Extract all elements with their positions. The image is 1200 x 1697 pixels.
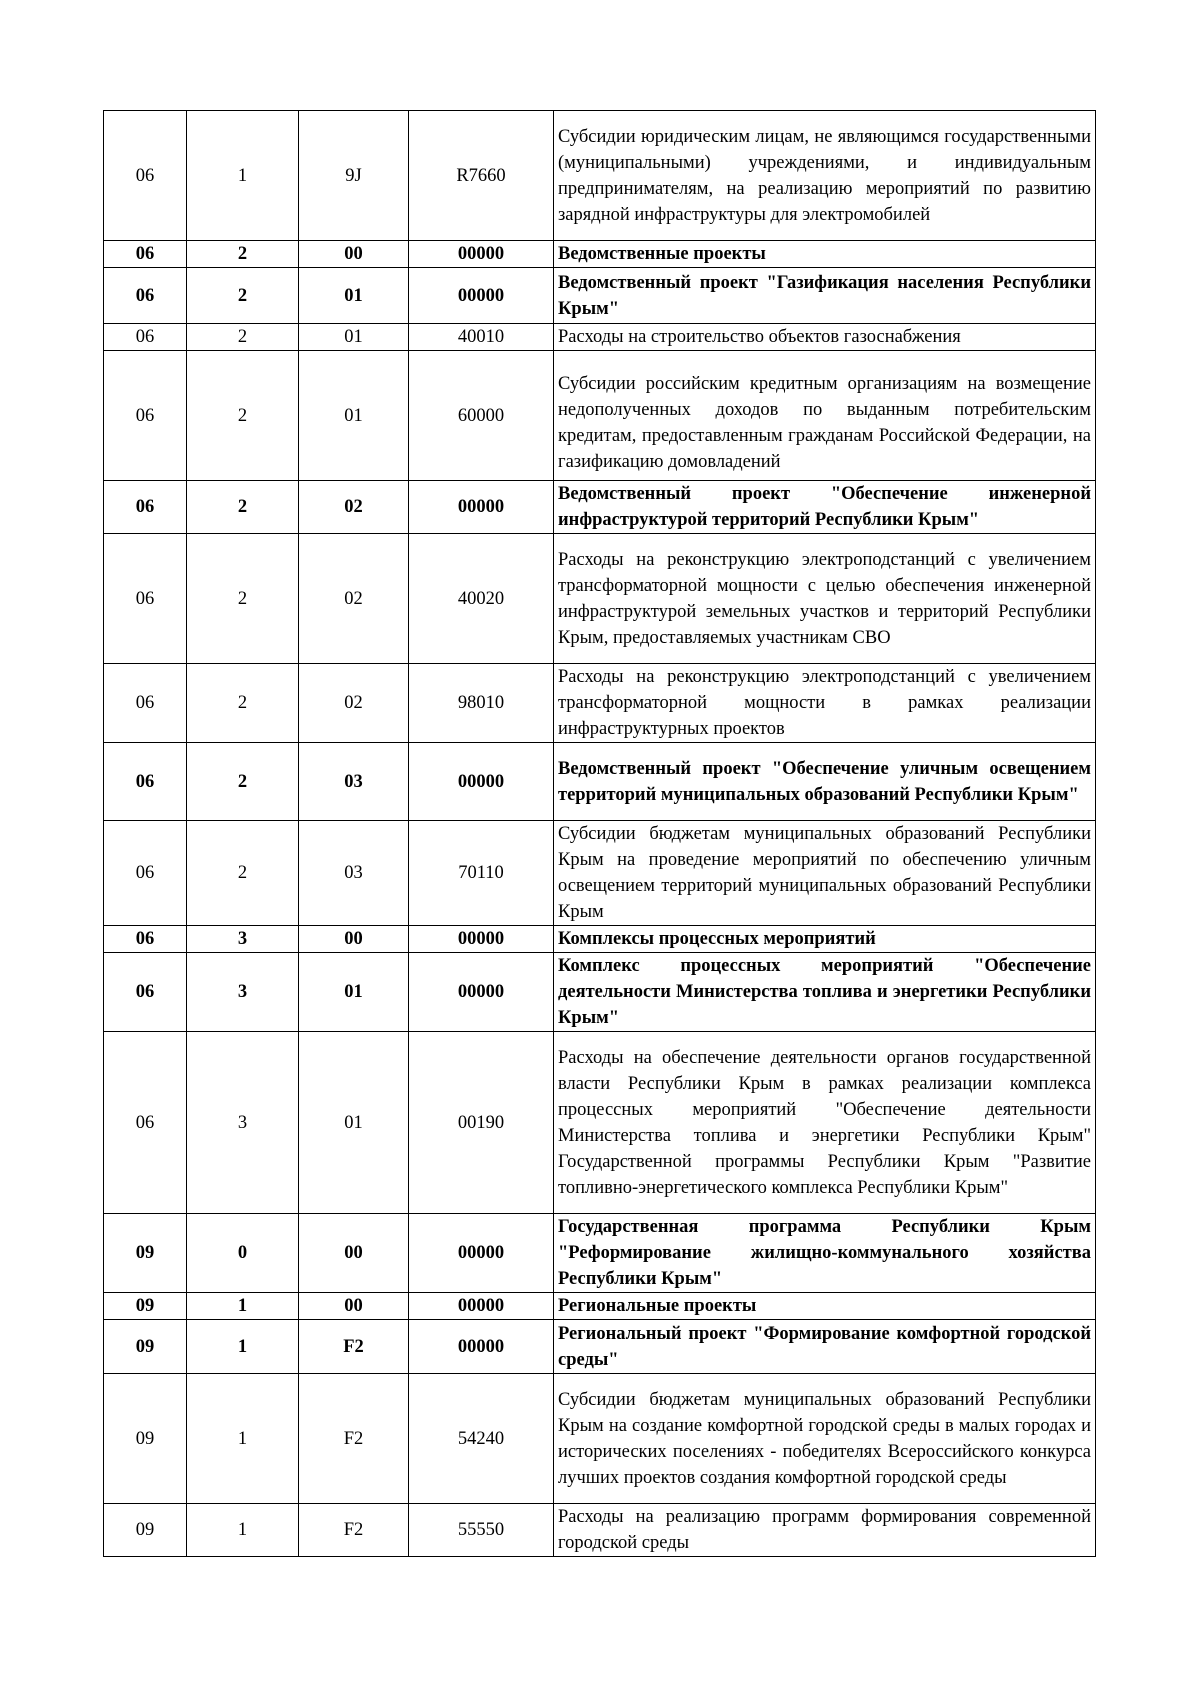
table-row bbox=[104, 534, 1096, 664]
budget-classification-table bbox=[103, 110, 1096, 1557]
table-row bbox=[104, 1032, 1096, 1214]
subprogram-code-cell: 2 bbox=[187, 241, 299, 268]
program-code-cell: 06 bbox=[104, 534, 187, 664]
direction-code-cell: 00000 bbox=[409, 743, 554, 821]
program-code-cell: 06 bbox=[104, 1032, 187, 1214]
subprogram-code-cell: 2 bbox=[187, 351, 299, 481]
project-code-cell: 03 bbox=[299, 821, 409, 926]
description-cell: Ведомственный проект "Обеспечение уличным освещением территорий муниципальных образований Республики Крым" bbox=[554, 743, 1096, 821]
table-row bbox=[104, 111, 1096, 241]
description-cell: Региональный проект "Формирование комфортной городской среды" bbox=[554, 1320, 1096, 1374]
direction-code-cell: 60000 bbox=[409, 351, 554, 481]
project-code-cell: 02 bbox=[299, 664, 409, 743]
description-cell: Расходы на реконструкцию электроподстанций с увеличением трансформаторной мощности с целью обеспечения инженерной инфраструктурой земельных участков и территорий Республики Крым, предоставляемых участникам СВО bbox=[554, 534, 1096, 664]
program-code-cell: 06 bbox=[104, 821, 187, 926]
direction-code-cell: 00000 bbox=[409, 1293, 554, 1320]
project-code-cell: 9J bbox=[299, 111, 409, 241]
description-cell: Субсидии юридическим лицам, не являющимся государственными (муниципальными) учреждениями, и индивидуальным предпринимателям, на реализацию мероприятий по развитию зарядной инфраструктуры для электромобилей bbox=[554, 111, 1096, 241]
subprogram-code-cell: 1 bbox=[187, 1320, 299, 1374]
description-cell: Субсидии бюджетам муниципальных образований Республики Крым на создание комфортной городской среды в малых городах и исторических поселениях - победителях Всероссийского конкурса лучших проектов создания комфортной городской среды bbox=[554, 1374, 1096, 1504]
program-code-cell: 09 bbox=[104, 1293, 187, 1320]
description-cell: Расходы на обеспечение деятельности органов государственной власти Республики Крым в рамках реализации комплекса процессных мероприятий "Обеспечение деятельности Министерства топлива и энергетики Республики Крым" Государственной программы Республики Крым "Развитие топливно-энергетического комплекса Республики Крым" bbox=[554, 1032, 1096, 1214]
program-code-cell: 06 bbox=[104, 241, 187, 268]
direction-code-cell: 00000 bbox=[409, 268, 554, 324]
project-code-cell: 01 bbox=[299, 351, 409, 481]
description-cell: Субсидии бюджетам муниципальных образований Республики Крым на проведение мероприятий по обеспечению уличным освещением территорий муниципальных образований Республики Крым bbox=[554, 821, 1096, 926]
table-row bbox=[104, 664, 1096, 743]
program-code-cell: 09 bbox=[104, 1374, 187, 1504]
project-code-cell: F2 bbox=[299, 1374, 409, 1504]
program-code-cell: 06 bbox=[104, 953, 187, 1032]
subprogram-code-cell: 2 bbox=[187, 268, 299, 324]
description-cell: Расходы на реконструкцию электроподстанций с увеличением трансформаторной мощности в рамках реализации инфраструктурных проектов bbox=[554, 664, 1096, 743]
subprogram-code-cell: 3 bbox=[187, 1032, 299, 1214]
subprogram-code-cell: 1 bbox=[187, 111, 299, 241]
project-code-cell: 02 bbox=[299, 481, 409, 534]
program-code-cell: 06 bbox=[104, 743, 187, 821]
table-row bbox=[104, 241, 1096, 268]
description-cell: Комплекс процессных мероприятий "Обеспечение деятельности Министерства топлива и энергетики Республики Крым" bbox=[554, 953, 1096, 1032]
program-code-cell: 06 bbox=[104, 926, 187, 953]
direction-code-cell: 55550 bbox=[409, 1504, 554, 1557]
direction-code-cell: 00190 bbox=[409, 1032, 554, 1214]
subprogram-code-cell: 2 bbox=[187, 481, 299, 534]
table-row bbox=[104, 821, 1096, 926]
subprogram-code-cell: 3 bbox=[187, 953, 299, 1032]
program-code-cell: 09 bbox=[104, 1214, 187, 1293]
table-row bbox=[104, 1214, 1096, 1293]
subprogram-code-cell: 2 bbox=[187, 534, 299, 664]
table-row bbox=[104, 743, 1096, 821]
direction-code-cell: 00000 bbox=[409, 241, 554, 268]
description-cell: Ведомственный проект "Газификация населения Республики Крым" bbox=[554, 268, 1096, 324]
subprogram-code-cell: 2 bbox=[187, 821, 299, 926]
table-row bbox=[104, 953, 1096, 1032]
direction-code-cell: 00000 bbox=[409, 953, 554, 1032]
table-row bbox=[104, 1293, 1096, 1320]
program-code-cell: 06 bbox=[104, 324, 187, 351]
subprogram-code-cell: 2 bbox=[187, 743, 299, 821]
program-code-cell: 09 bbox=[104, 1504, 187, 1557]
description-cell: Комплексы процессных мероприятий bbox=[554, 926, 1096, 953]
description-cell: Региональные проекты bbox=[554, 1293, 1096, 1320]
project-code-cell: 00 bbox=[299, 1293, 409, 1320]
direction-code-cell: 98010 bbox=[409, 664, 554, 743]
table-row bbox=[104, 1320, 1096, 1374]
program-code-cell: 06 bbox=[104, 111, 187, 241]
direction-code-cell: 54240 bbox=[409, 1374, 554, 1504]
description-cell: Расходы на строительство объектов газоснабжения bbox=[554, 324, 1096, 351]
direction-code-cell: 00000 bbox=[409, 1214, 554, 1293]
description-cell: Ведомственные проекты bbox=[554, 241, 1096, 268]
table-row bbox=[104, 926, 1096, 953]
program-code-cell: 06 bbox=[104, 268, 187, 324]
project-code-cell: 01 bbox=[299, 268, 409, 324]
project-code-cell: 01 bbox=[299, 324, 409, 351]
project-code-cell: 01 bbox=[299, 953, 409, 1032]
program-code-cell: 09 bbox=[104, 1320, 187, 1374]
direction-code-cell: 40020 bbox=[409, 534, 554, 664]
subprogram-code-cell: 0 bbox=[187, 1214, 299, 1293]
program-code-cell: 06 bbox=[104, 351, 187, 481]
subprogram-code-cell: 3 bbox=[187, 926, 299, 953]
table-row bbox=[104, 1504, 1096, 1557]
project-code-cell: 01 bbox=[299, 1032, 409, 1214]
project-code-cell: F2 bbox=[299, 1504, 409, 1557]
description-cell: Расходы на реализацию программ формирования современной городской среды bbox=[554, 1504, 1096, 1557]
table-row bbox=[104, 268, 1096, 324]
table-row bbox=[104, 1374, 1096, 1504]
project-code-cell: 00 bbox=[299, 1214, 409, 1293]
subprogram-code-cell: 1 bbox=[187, 1504, 299, 1557]
project-code-cell: 02 bbox=[299, 534, 409, 664]
description-cell: Ведомственный проект "Обеспечение инженерной инфраструктурой территорий Республики Крым" bbox=[554, 481, 1096, 534]
description-cell: Субсидии российским кредитным организациям на возмещение недополученных доходов по выданным потребительским кредитам, предоставленным гражданам Российской Федерации, на газификацию домовладений bbox=[554, 351, 1096, 481]
direction-code-cell: 70110 bbox=[409, 821, 554, 926]
table-body bbox=[104, 111, 1096, 1557]
project-code-cell: F2 bbox=[299, 1320, 409, 1374]
table-row bbox=[104, 481, 1096, 534]
project-code-cell: 03 bbox=[299, 743, 409, 821]
table-row bbox=[104, 351, 1096, 481]
table-row bbox=[104, 324, 1096, 351]
subprogram-code-cell: 1 bbox=[187, 1374, 299, 1504]
direction-code-cell: 00000 bbox=[409, 1320, 554, 1374]
direction-code-cell: 00000 bbox=[409, 481, 554, 534]
subprogram-code-cell: 2 bbox=[187, 664, 299, 743]
direction-code-cell: R7660 bbox=[409, 111, 554, 241]
project-code-cell: 00 bbox=[299, 926, 409, 953]
subprogram-code-cell: 1 bbox=[187, 1293, 299, 1320]
description-cell: Государственная программа Республики Крым "Реформирование жилищно-коммунального хозяйства Республики Крым" bbox=[554, 1214, 1096, 1293]
subprogram-code-cell: 2 bbox=[187, 324, 299, 351]
program-code-cell: 06 bbox=[104, 664, 187, 743]
direction-code-cell: 00000 bbox=[409, 926, 554, 953]
program-code-cell: 06 bbox=[104, 481, 187, 534]
project-code-cell: 00 bbox=[299, 241, 409, 268]
direction-code-cell: 40010 bbox=[409, 324, 554, 351]
